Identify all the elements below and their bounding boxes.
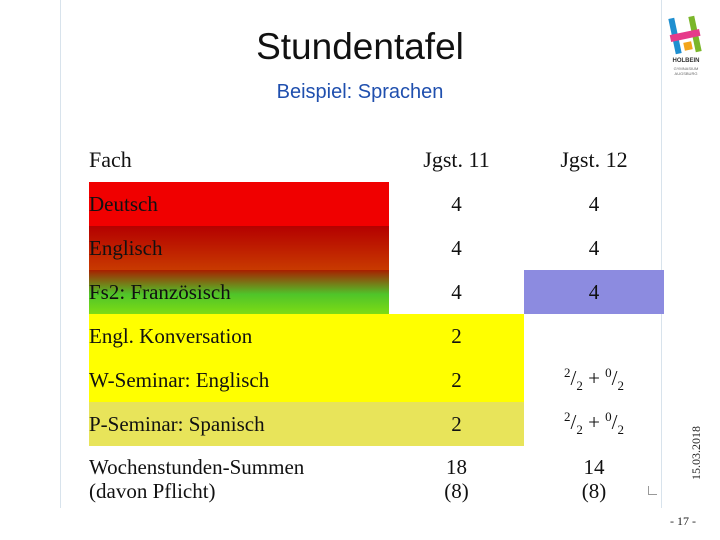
cell-jgst-12: 4: [524, 270, 664, 314]
fraction-value: $^2/_2 + ^0/_2$: [563, 365, 625, 394]
cell-fach: P-Seminar: Spanisch: [89, 402, 389, 446]
frac-denominator: 2: [576, 422, 583, 438]
cell-jgst-12: 4: [588, 191, 600, 216]
logo-sub-line2: AUGSBURG: [674, 71, 698, 76]
table-row: [89, 270, 664, 314]
cell-fach: Fs2: Französisch: [89, 270, 389, 314]
cell-jgst-12: 4: [588, 235, 600, 260]
cell-jgst-12: [524, 314, 664, 358]
frac-denominator: 2: [617, 422, 625, 438]
logo-name: HOLBEIN: [672, 58, 700, 64]
holbein-logo-icon: [662, 12, 710, 92]
cell-jgst-11: 2: [389, 358, 524, 402]
header-jgst-11: Jgst. 11: [423, 147, 490, 172]
cell-jgst-12: [524, 358, 664, 402]
cell-summary-label: [89, 446, 389, 512]
frac-denominator: 2: [617, 378, 625, 394]
cell-jgst-11: 4: [451, 279, 462, 304]
table-row: [89, 402, 664, 446]
cell-fach: W-Seminar: Englisch: [89, 358, 389, 402]
cell-fach: Deutsch: [89, 182, 389, 226]
cell-jgst-12: [524, 402, 664, 446]
cell-jgst-11: 4: [451, 191, 462, 216]
table-row: [89, 182, 664, 226]
page-number: - 17 -: [670, 514, 696, 528]
frac-plus: +: [582, 366, 606, 391]
header-fach: Fach: [89, 147, 132, 172]
slide-title: Stundentafel: [256, 26, 464, 67]
cell-fach: Engl. Konversation: [89, 314, 389, 358]
slide-subtitle: Beispiel: Sprachen: [276, 81, 444, 103]
frac-numerator: 2: [563, 409, 571, 425]
corner-mark: [648, 486, 657, 495]
cell-summary-jgst-12: [524, 446, 664, 512]
header-jgst-12: Jgst. 12: [560, 147, 628, 172]
table-header-row: [89, 138, 664, 182]
table-summary-row: [89, 446, 664, 512]
summary-label-line1: Wochenstunden-Summen: [89, 455, 305, 479]
summary-g11-pflicht: (8): [444, 479, 469, 503]
frac-numerator: 0: [605, 409, 612, 425]
fraction-value: $^2/_2 + ^0/_2$: [563, 409, 625, 438]
summary-label-line2: (davon Pflicht): [89, 479, 216, 503]
logo-sub-line1: GYMNASIUM: [673, 66, 699, 71]
table-row: [89, 314, 664, 358]
summary-g12-pflicht: (8): [581, 479, 607, 503]
table-row: [89, 358, 664, 402]
summary-g12-total: 14: [583, 455, 605, 479]
slide-date: 15.03.2018: [689, 426, 703, 480]
frac-denominator: 2: [576, 378, 583, 394]
cell-fach: Englisch: [89, 226, 389, 270]
summary-g11-total: 18: [446, 455, 467, 479]
cell-summary-jgst-11: [389, 446, 524, 512]
cell-jgst-11: 2: [389, 314, 524, 358]
table-row: [89, 226, 664, 270]
frac-plus: +: [582, 410, 606, 435]
logo-subtitle: [658, 66, 714, 76]
cell-jgst-11: 2: [389, 402, 524, 446]
stundentafel-table: [89, 138, 664, 512]
frac-numerator: 2: [563, 365, 571, 381]
cell-jgst-11: 4: [451, 235, 462, 260]
frac-numerator: 0: [605, 365, 612, 381]
